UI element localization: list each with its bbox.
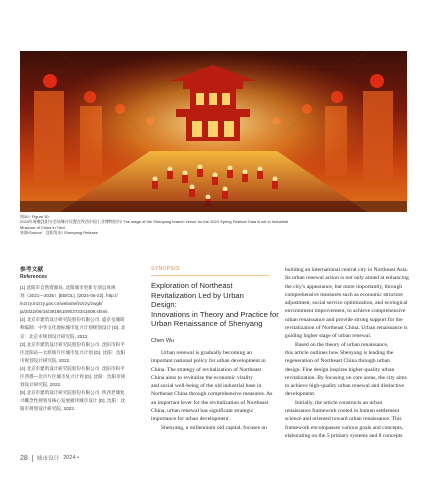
article-subtitle-line: Urban Renaissance of Shenyang [151, 319, 263, 329]
body-line: design. Fine design inspires higher-quality urban [285, 366, 395, 373]
body-line: Northeast China through comprehensive measures. As [151, 391, 273, 398]
body-line: this article outlines how Shenyang is leading the [285, 349, 394, 356]
body-line: the city’s appearance, but more importantly, through [285, 283, 403, 290]
reference-line: [1] 沈阳市自然资源局. 沈阳城市更新专项总体规 [20, 285, 116, 290]
reference-line: 称编制：中华文化地标城市复兴计划规划设计 [D]. 北 [20, 325, 126, 331]
caption-description-cont: Museum of China in Tiexi [20, 224, 65, 230]
article-title [151, 281, 279, 329]
body-line: urban renaissance and provide strong support for the [285, 316, 403, 323]
reference-line: 阳市规划设计研究院, 2022. [20, 406, 76, 412]
stage-photo [20, 51, 407, 212]
body-line: guiding higher stage of urban renewal. [285, 333, 372, 340]
footer-divider [32, 455, 33, 462]
reference-line: 区西塔—北市片区城市复兴计划 [D]. 沈阳：沈阳市规 [20, 374, 126, 380]
body-line: China, urban renewal has significant strategic [151, 408, 254, 415]
reference-line: [5] 北京市建筑设计研究院股份有限公司. 铁西老城复 [20, 390, 125, 396]
synopsis-label: SYNOPSIS [151, 266, 180, 272]
body-line: important national policy for urban development in [151, 358, 266, 365]
body-line: and social well-being of the old industrial base in [151, 383, 262, 390]
references-section [20, 267, 141, 414]
caption-source: 来源/Source：沈阳发布/ Shenyang Release [20, 230, 98, 236]
synopsis-divider [151, 275, 269, 276]
figure-caption [20, 214, 408, 236]
body-line: an important lever for the revitalization of Northeast [151, 399, 269, 406]
synopsis-body-right [285, 266, 408, 440]
body-line: environment improvement, to achieve comprehensive [285, 308, 406, 315]
body-line: Its urban renewal action is not only aimed at enhancing [285, 275, 409, 282]
body-line: Initially, the article constructs an urban [295, 399, 383, 406]
reference-line: 区沈阳站—太原街片区城市复兴计划 [D]. 沈阳：沈阳 [20, 349, 126, 355]
body-line: China. The strategy of revitalization of Northeast [151, 366, 262, 373]
references-subtitle: References [20, 274, 47, 280]
references-title: 参考文献 [20, 267, 44, 273]
body-line: renaissance framework rooted in human settlement [285, 408, 400, 415]
body-line: regeneration of Northeast China through urban [285, 358, 390, 365]
journal-name: 城市设计 [36, 456, 60, 462]
body-line: revitalization of Northeast China. Urban renaissance is [285, 325, 408, 332]
synopsis-body-left [151, 349, 271, 432]
body-line: Shenyang, a millennium old capital, focuses on [161, 424, 267, 431]
page-number: 28 [20, 454, 28, 462]
article-title-line: Revitalization Led by Urban [151, 290, 244, 300]
reference-line: 划（2021—2035）[EB/OL]. [2024-05-22]. http:// [20, 293, 118, 299]
synopsis-header [151, 266, 279, 345]
body-line: importance for urban development. [151, 416, 230, 423]
caption-description: 2024年春晚沈阳分会场舞台设置在铁西中国工业博物馆内/ The stage of the Shenyang branch venue for the 2024 Spring Festival Gala is set in Industrial [20, 219, 289, 225]
article-title-line: Exploration of Northeast [151, 281, 233, 290]
body-line: Based on the theory of urban renaissance, [295, 341, 389, 348]
reference-line: 市规划设计研究院, 2022. [20, 357, 71, 363]
body-line: Urban renewal is gradually becoming an [161, 350, 252, 356]
reference-line: 兴概念性规划及核心发展板块城市设计 [D]. 沈阳：沈 [20, 398, 126, 404]
reference-line: [4] 北京市建筑设计研究院股份有限公司. 沈阳市和平 [20, 365, 125, 371]
reference-line: 划设计研究院, 2022. [20, 382, 62, 388]
reference-line: lnzrzy.lnzrzy.gov.cn/website/lnzrzy/zwgk/ [20, 301, 103, 307]
body-line: revitalization. By focusing on core areas, the city aims [285, 374, 407, 381]
body-line: development. [285, 391, 316, 398]
reference-line: [3] 北京市建筑设计研究院股份有限公司. 沈阳市和平 [20, 341, 125, 347]
article-subtitle-line: Innovations in Theory and Practice for [151, 309, 279, 319]
reference-line: [2] 北京市建筑设计研究院股份有限公司. 盛京皇城简 [20, 317, 125, 323]
body-line: to achieve high-quality urban renewal and distinctive [285, 383, 404, 390]
reference-line: ja/2022/06/16/391861090373341608.shtml. [20, 309, 109, 315]
caption-figure-number: 图30 / Figure 30 [20, 214, 49, 219]
body-line: adjustment, social service optimization, and ecological [285, 300, 408, 307]
article-author: Chen Wu [151, 337, 175, 344]
body-line: elaborating on the 5 primary systems and 8 concepts [285, 432, 403, 439]
body-line: science and oriented toward urban renaissance. This [285, 416, 402, 423]
body-line: comprehensive measures such as economic structure [285, 291, 403, 298]
page-footer [20, 454, 79, 462]
body-line: China aims to revitalize the economic vitality [151, 374, 253, 381]
reference-line: 京：北京市规划设计研究院, 2022. [20, 333, 89, 339]
body-line: framework encompasses various goals and concepts, [285, 424, 404, 431]
journal-issue: 2024 • [63, 455, 80, 461]
body-line: building an international central city in Northeast Asia. [285, 267, 409, 273]
article-title-line: Design: [151, 300, 177, 310]
